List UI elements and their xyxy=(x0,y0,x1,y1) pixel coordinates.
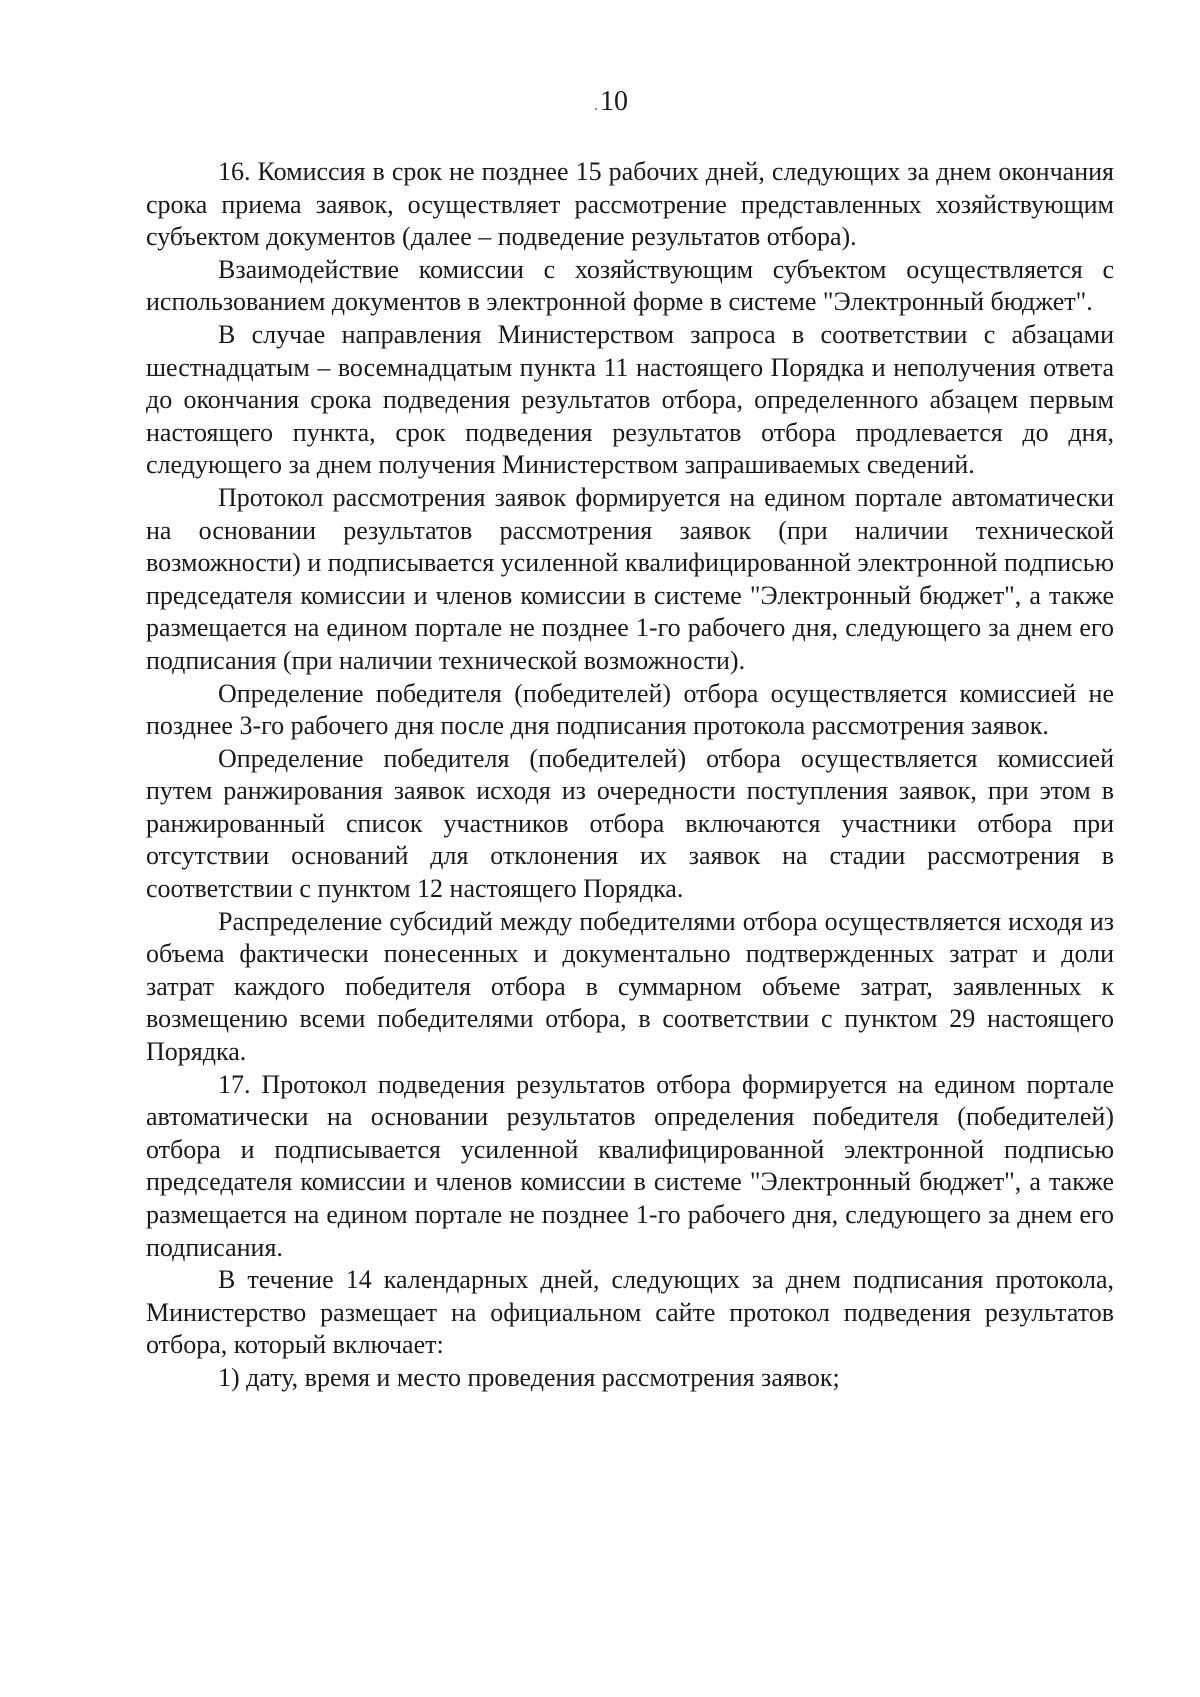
paragraph-review-protocol: Протокол рассмотрения заявок формируется на едином портале автоматически на основании результатов рассмотрения заявок (при наличии технической возможности) и подписывается усиленной квалифицированной электронной подписью председателя комиссии и членов комиссии в системе "Электронный бюджет", а также размещается на едином портале не позднее 1-го рабочего дня, следующего за днем его подписания (при наличии технической возможности). xyxy=(146,482,1114,675)
paragraph-publication: В течение 14 календарных дней, следующих за днем подписания протокола, Министерство размещает на официальном сайте протокол подведения результатов отбора, который включает: xyxy=(146,1265,1114,1360)
paragraph-request-extension: В случае направления Министерством запроса в соответствии с абзацами шестнадцатым – восемнадцатым пункта 11 настоящего Порядка и неполучения ответа до окончания срока подведения результатов отбора, определенного абзацем первым настоящего пункта, срок подведения результатов отбора продлевается до дня, следующего за днем получения Министерством запрашиваемых сведений. xyxy=(146,319,1114,480)
page-number: . 10 xyxy=(0,86,1200,122)
paragraph-16: 16. Комиссия в срок не позднее 15 рабочих дней, следующих за днем окончания срока приема заявок, осуществляет рассмотрение представленных хозяйствующим субъектом документов (далее – подведение результатов отбора). xyxy=(146,157,1114,252)
document-body xyxy=(146,156,1114,1395)
paragraph-interaction: Взаимодействие комиссии с хозяйствующим субъектом осуществляется с использованием документов в электронной форме в системе "Электронный бюджет". xyxy=(146,254,1114,317)
paragraph-subsidy-distribution: Распределение субсидий между победителями отбора осуществляется исходя из объема фактически понесенных и документально подтвержденных затрат и доли затрат каждого победителя отбора в суммарном объеме затрат, заявленных к возмещению всеми победителями отбора, в соответствии с пунктом 29 настоящего Порядка. xyxy=(146,906,1114,1067)
list-item-1: 1) дату, время и место проведения рассмотрения заявок; xyxy=(218,1362,840,1392)
paragraph-winner-ranking: Определение победителя (победителей) отбора осуществляется комиссией путем ранжирования заявок исходя из очередности поступления заявок, при этом в ранжированный список участников отбора включаются участники отбора при отсутствии оснований для отклонения их заявок на стадии рассмотрения в соответствии с пунктом 12 настоящего Порядка. xyxy=(146,743,1114,904)
paragraph-17: 17. Протокол подведения результатов отбора формируется на едином портале автоматически на основании результатов определения победителя (победителей) отбора и подписывается усиленной квалифицированной электронной подписью председателя комиссии и членов комиссии в системе "Электронный бюджет", а также размещается на едином портале не позднее 1-го рабочего дня, следующего за днем его подписания. xyxy=(146,1069,1114,1262)
paragraph-winner-deadline: Определение победителя (победителей) отбора осуществляется комиссией не позднее 3-го рабочего дня после дня подписания протокола рассмотрения заявок. xyxy=(146,678,1114,741)
